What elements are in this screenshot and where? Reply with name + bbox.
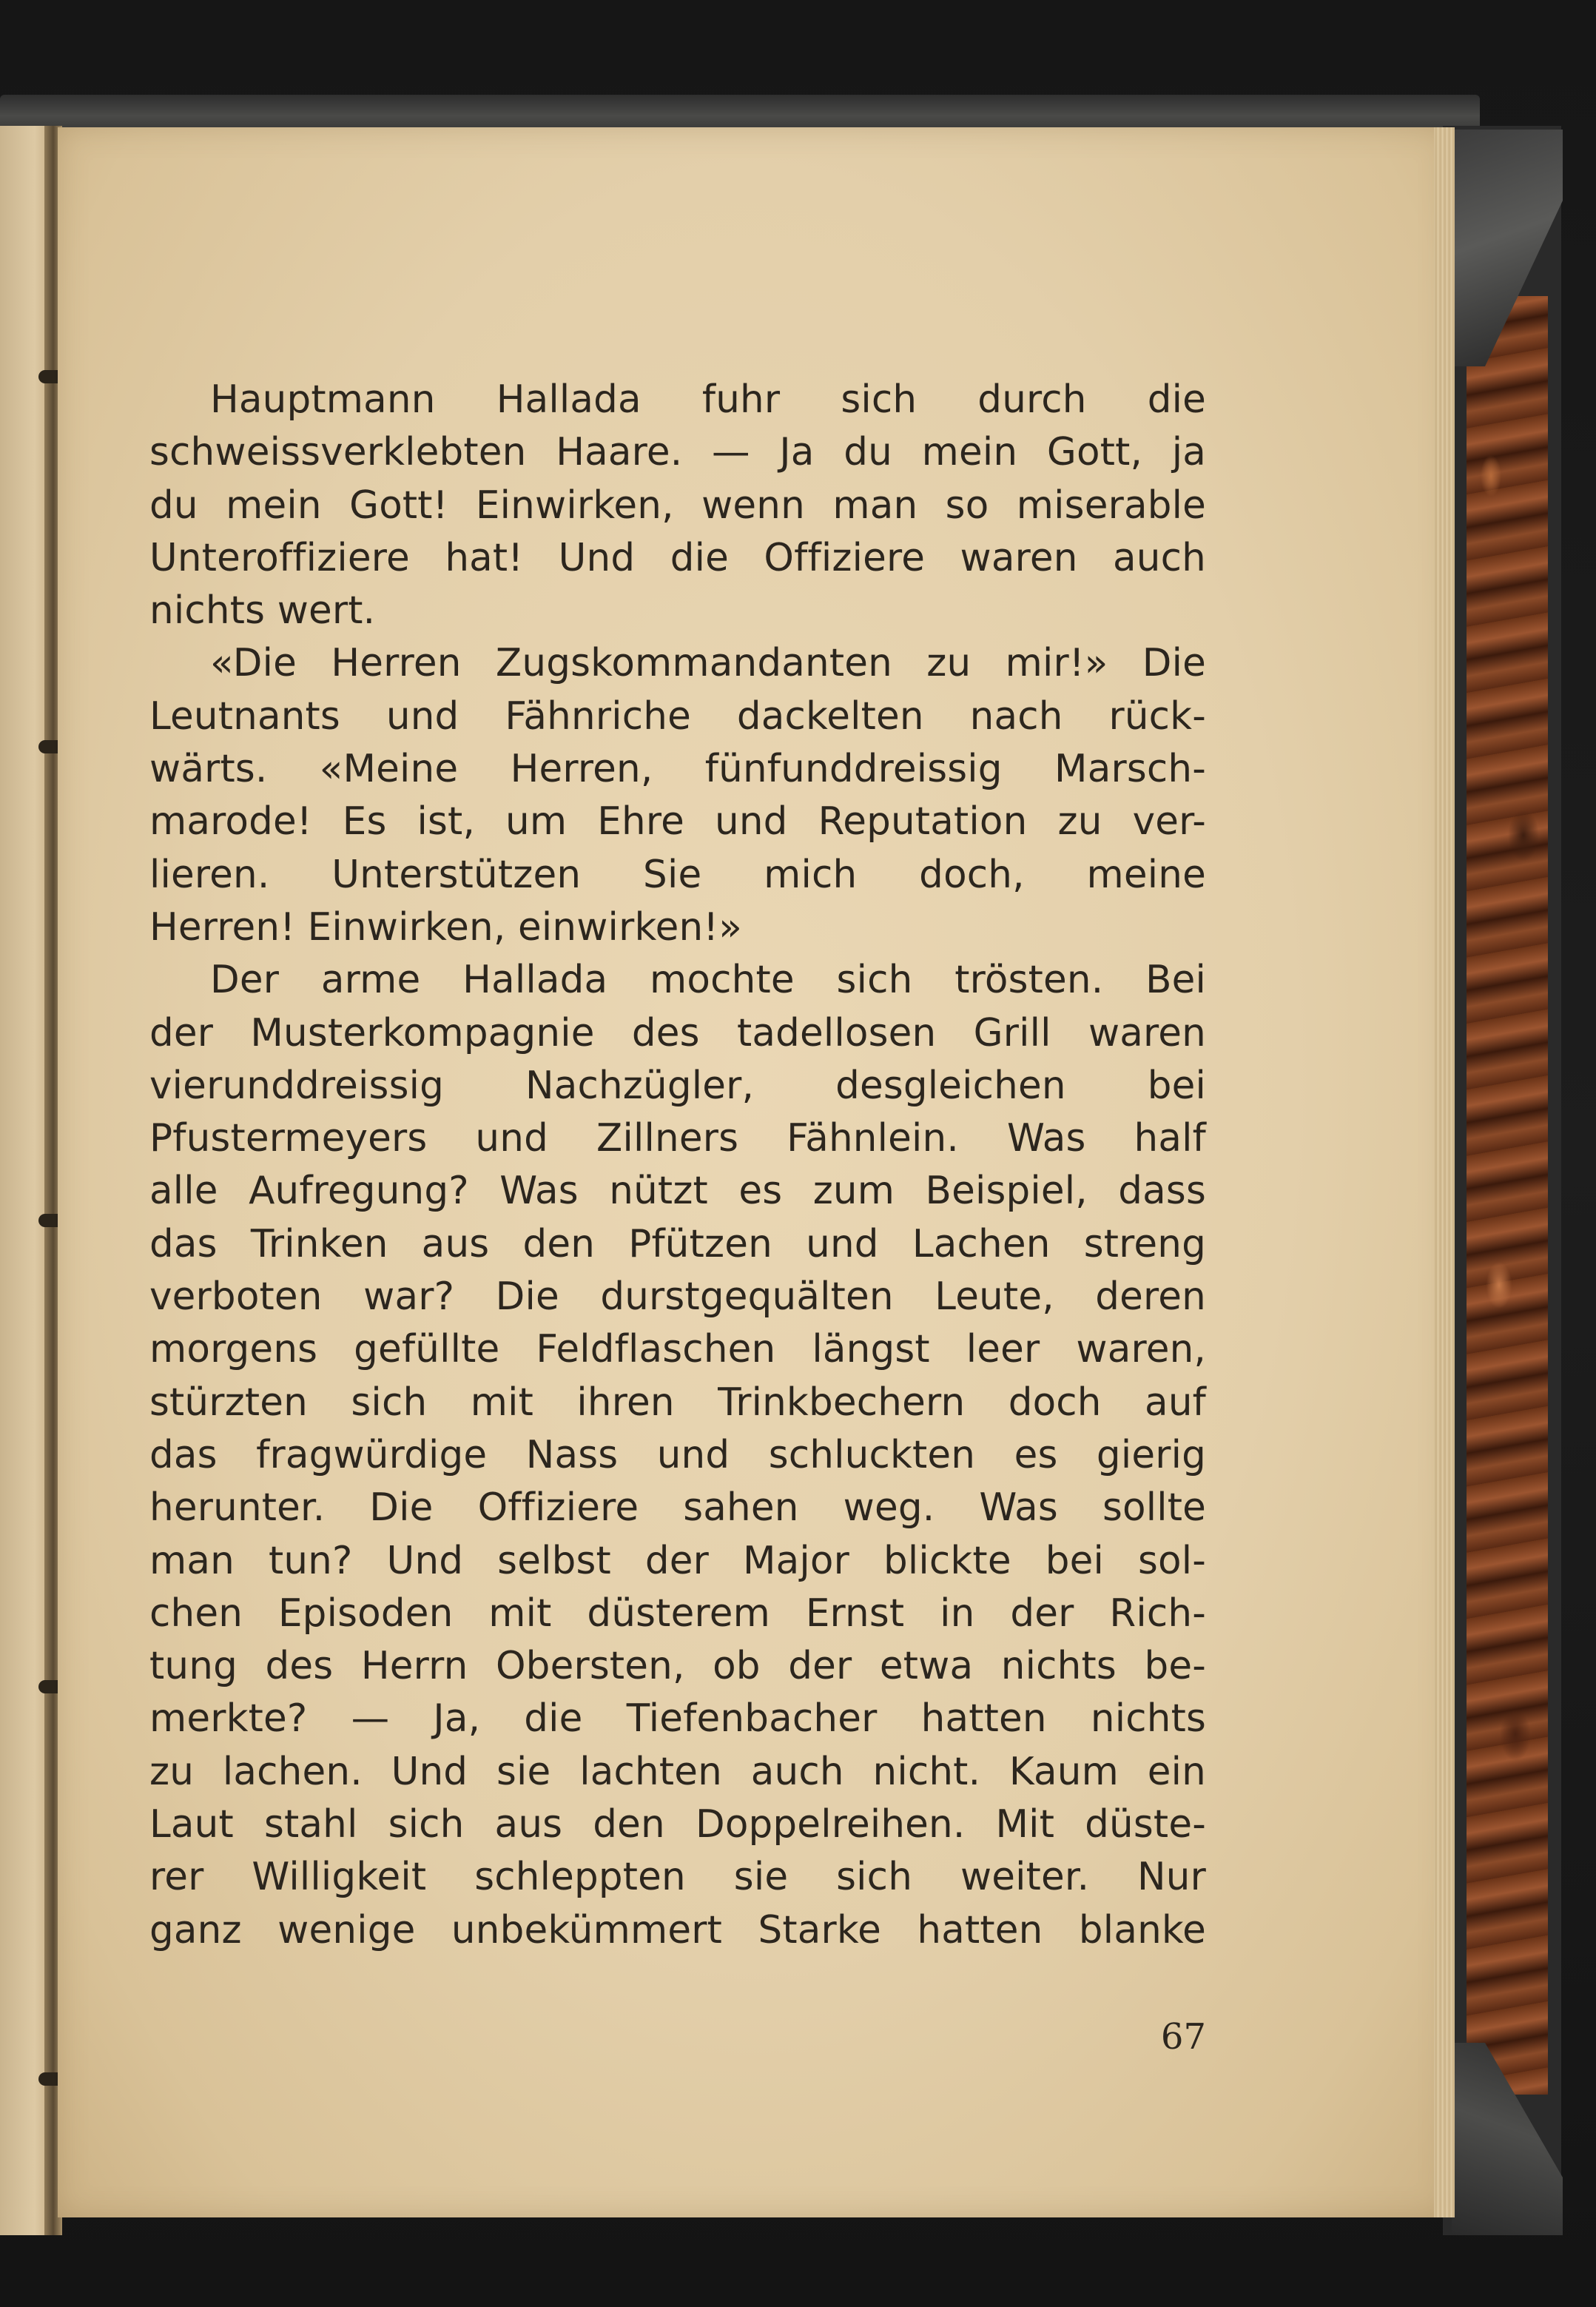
text-line: man tun? Und selbst der Major blickte bei sol-: [149, 1538, 1206, 1583]
page-block-edge: [1434, 127, 1455, 2217]
text-line: wärts. «Meine Herren, fünfunddreissig Marsch-: [149, 747, 1206, 792]
text-line: Laut stahl sich aus den Doppelreihen. Mit düste-: [149, 1802, 1206, 1847]
book-cover-top-edge: [0, 95, 1480, 130]
text-line: stürzten sich mit ihren Trinkbechern doch auf: [149, 1380, 1206, 1425]
text-line: Leutnants und Fähnriche dackelten nach rück-: [149, 694, 1206, 739]
text-line: rer Willigkeit schleppten sie sich weiter. Nur: [149, 1855, 1206, 1900]
text-line: marode! Es ist, um Ehre und Reputation zu ver-: [149, 799, 1206, 844]
text-line: du mein Gott! Einwirken, wenn man so miserable: [149, 483, 1206, 528]
text-line: Der arme Hallada mochte sich trösten. Bei: [210, 958, 1206, 1003]
text-line: Hauptmann Hallada fuhr sich durch die: [210, 377, 1206, 422]
page-number: 67: [1160, 2016, 1206, 2058]
text-line: verboten war? Die durstgequälten Leute, deren: [149, 1275, 1206, 1320]
text-line: Pfustermeyers und Zillners Fähnlein. Was half: [149, 1116, 1206, 1161]
text-line: merkte? — Ja, die Tiefenbacher hatten nichts: [149, 1696, 1206, 1742]
text-line: tung des Herrn Obersten, ob der etwa nichts be-: [149, 1644, 1206, 1689]
text-line: das Trinken aus den Pfützen und Lachen streng: [149, 1221, 1206, 1266]
text-line: das fragwürdige Nass und schluckten es gierig: [149, 1432, 1206, 1477]
text-line: ganz wenige unbekümmert Starke hatten blanke: [149, 1907, 1206, 1952]
text-line: herunter. Die Offiziere sahen weg. Was sollte: [149, 1485, 1206, 1531]
text-line: nichts wert.: [149, 588, 376, 634]
page-text: [149, 374, 1206, 1957]
marbled-cover-paper: [1467, 296, 1548, 2095]
text-line: lieren. Unterstützen Sie mich doch, meine: [149, 852, 1206, 897]
text-line: Unteroffiziere hat! Und die Offiziere waren auch: [149, 535, 1206, 580]
text-line: schweissverklebten Haare. — Ja du mein Gott, ja: [149, 430, 1206, 475]
text-line: Herren! Einwirken, einwirken!»: [149, 904, 742, 950]
text-line: «Die Herren Zugskommandanten zu mir!» Die: [210, 641, 1206, 686]
text-line: alle Aufregung? Was nützt es zum Beispiel, dass: [149, 1169, 1206, 1214]
text-line: vierunddreissig Nachzügler, desgleichen bei: [149, 1063, 1206, 1108]
text-line: zu lachen. Und sie lachten auch nicht. Kaum ein: [149, 1749, 1206, 1794]
text-line: chen Episoden mit düsterem Ernst in der Rich-: [149, 1591, 1206, 1636]
text-line: morgens gefüllte Feldflaschen längst leer waren,: [149, 1327, 1206, 1372]
text-line: der Musterkompagnie des tadellosen Grill waren: [149, 1010, 1206, 1055]
